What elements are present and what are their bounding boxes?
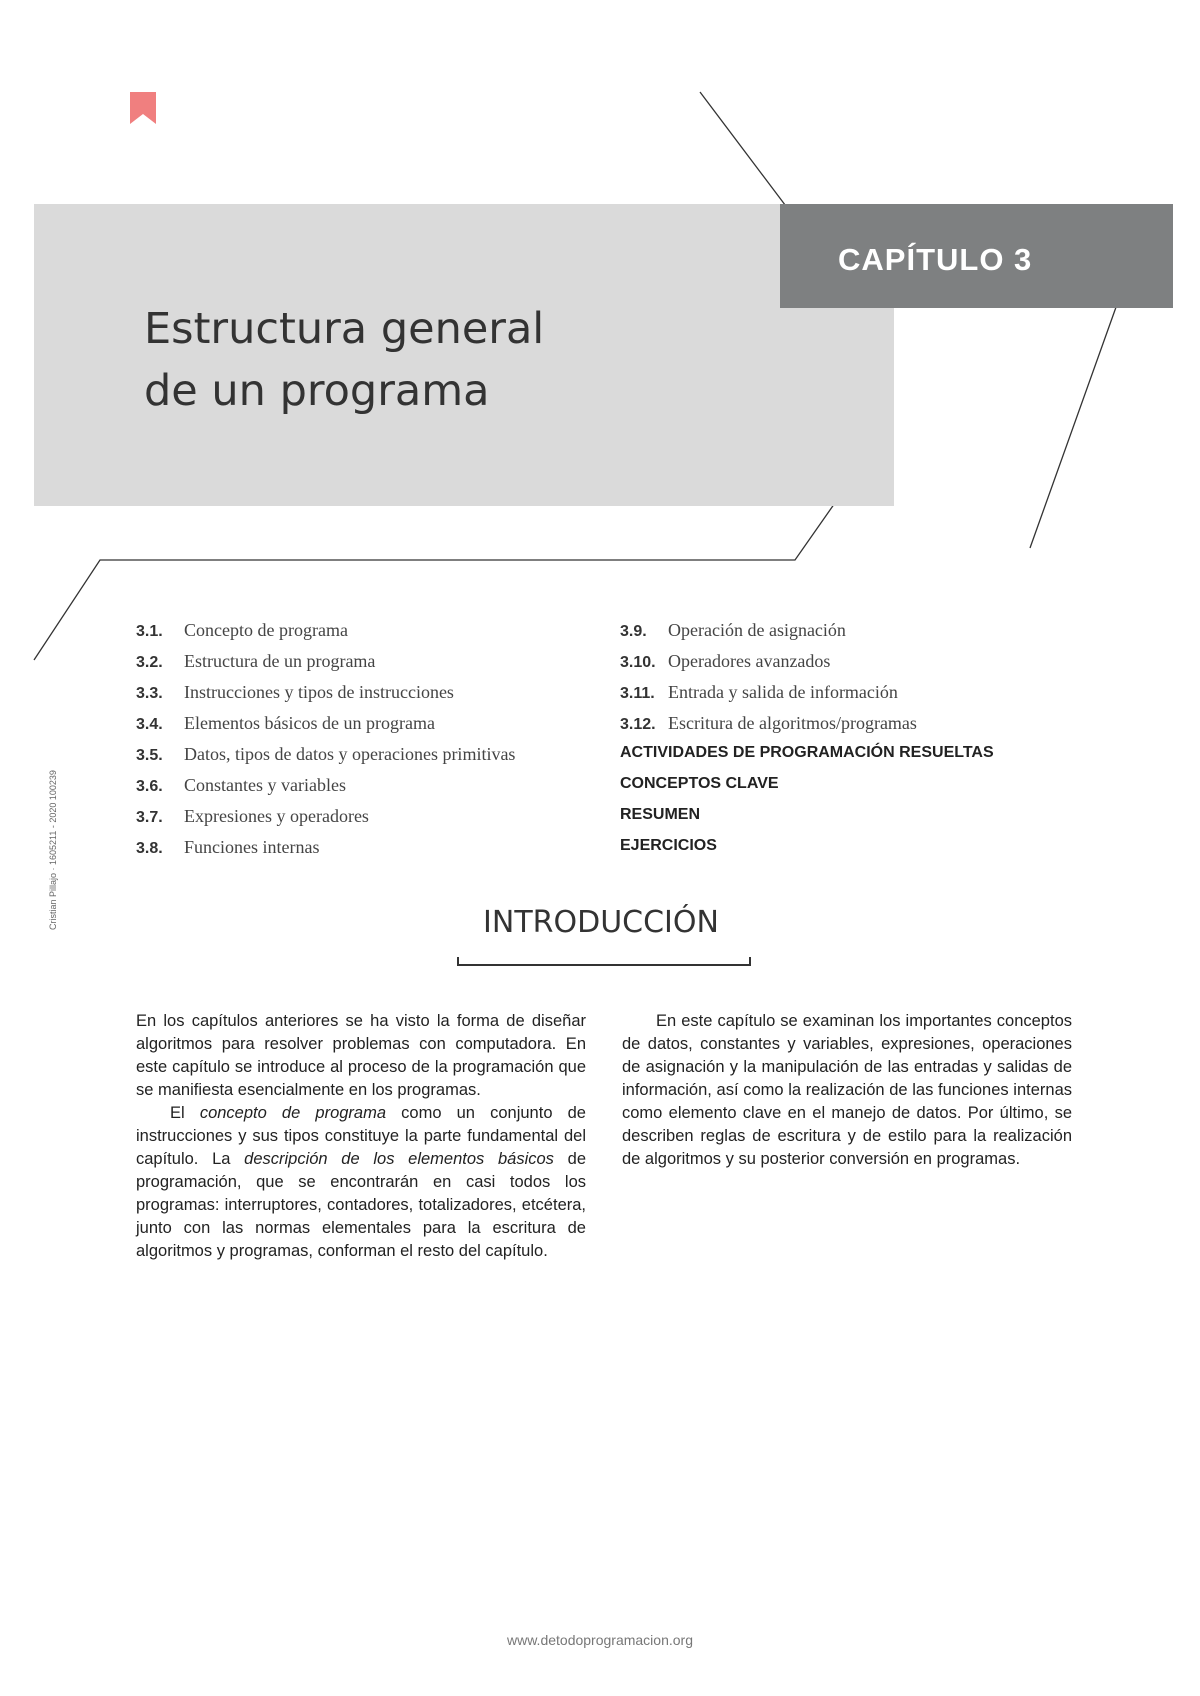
- toc-text: Operadores avanzados: [668, 651, 831, 671]
- toc-left-column: [136, 620, 515, 868]
- toc-section-activities[interactable]: ACTIVIDADES DE PROGRAMACIÓN RESUELTAS: [620, 744, 994, 761]
- toc-text: Escritura de algoritmos/programas: [668, 713, 917, 733]
- toc-text: Datos, tipos de datos y operaciones primitivas: [184, 744, 516, 764]
- toc-number: 3.12.: [620, 716, 656, 733]
- toc-text: Instrucciones y tipos de instrucciones: [184, 682, 454, 702]
- toc-item[interactable]: [136, 744, 515, 775]
- toc-text: Constantes y variables: [184, 775, 346, 795]
- emphasis-text: concepto de programa: [199, 1104, 387, 1122]
- toc-text: Operación de asignación: [668, 620, 846, 640]
- toc-text: Estructura de un programa: [184, 651, 376, 671]
- title-line-1: Estructura general: [144, 304, 545, 354]
- toc-section-key-concepts[interactable]: CONCEPTOS CLAVE: [620, 775, 779, 792]
- toc-number: 3.3.: [136, 685, 163, 702]
- toc-item[interactable]: [136, 806, 515, 837]
- toc-number: 3.2.: [136, 654, 163, 671]
- toc-right-column: [620, 620, 994, 868]
- text-span: como un conjunto de instrucciones y sus tipos constituye la parte fundamental del capítulo. La: [136, 1104, 586, 1168]
- toc-number: 3.4.: [136, 716, 163, 733]
- toc-item[interactable]: [620, 713, 994, 744]
- toc-text: Expresiones y operadores: [184, 806, 369, 826]
- toc-item[interactable]: [620, 651, 994, 682]
- toc-item[interactable]: [136, 713, 515, 744]
- intro-column-right: [622, 1010, 1072, 1171]
- intro-column-left: [136, 1010, 586, 1263]
- toc-section-exercises[interactable]: EJERCICIOS: [620, 837, 717, 854]
- toc-number: 3.11.: [620, 685, 655, 702]
- toc-item[interactable]: [136, 837, 515, 868]
- toc-number: 3.9.: [620, 623, 647, 640]
- title-line-2: de un programa: [144, 366, 490, 416]
- toc-item[interactable]: [136, 620, 515, 651]
- toc-text: Elementos básicos de un programa: [184, 713, 435, 733]
- toc-section-summary[interactable]: RESUMEN: [620, 806, 701, 823]
- page-title: [144, 298, 544, 422]
- intro-paragraph-3: En este capítulo se examinan los importantes conceptos de datos, constantes y variables, expresiones, operaciones de asignación y la manipulación de las entradas y salidas de información, así como la realización de las funciones internas como elemento clave en el manejo de datos. Por último, se describen reglas de escritura y de estilo para la realización de algoritmos y su posterior conversión en programas.: [622, 1012, 1072, 1168]
- intro-paragraph-2: [136, 1102, 586, 1263]
- toc-text: Funciones internas: [184, 837, 320, 857]
- toc-number: 3.10.: [620, 654, 656, 671]
- text-span: de programación, que se encontrarán en casi todos los programas: interruptores, contadores, totalizadores, etcétera, junto con las normas elementales para la escritura de algoritmos y programas, conforman el resto del capítulo.: [136, 1150, 586, 1260]
- toc-item[interactable]: [136, 651, 515, 682]
- toc-number: 3.5.: [136, 747, 163, 764]
- toc-number: 3.7.: [136, 809, 163, 826]
- toc-number: 3.6.: [136, 778, 163, 795]
- bookmark-icon[interactable]: [130, 92, 156, 124]
- toc-item[interactable]: [136, 682, 515, 713]
- chapter-label: CAPÍTULO 3: [838, 242, 1033, 277]
- toc-text: Concepto de programa: [184, 620, 348, 640]
- toc-number: 3.1.: [136, 623, 163, 640]
- toc-number: 3.8.: [136, 840, 163, 857]
- emphasis-text: descripción de los elementos básicos: [244, 1150, 554, 1168]
- toc-text: Entrada y salida de información: [668, 682, 898, 702]
- intro-underline: [457, 957, 751, 966]
- toc-item[interactable]: [620, 682, 994, 713]
- intro-heading: INTRODUCCIÓN: [483, 905, 719, 940]
- text-span: El: [170, 1104, 200, 1122]
- toc-item[interactable]: [136, 775, 515, 806]
- toc-item[interactable]: [620, 620, 994, 651]
- side-code: Cristian Pillajo · 1605211 - 2020 100239: [48, 770, 58, 930]
- intro-paragraph-1: En los capítulos anteriores se ha visto la forma de diseñar algoritmos para resolver problemas con computadora. En este capítulo se introduce al proceso de la programación que se manifiesta esencialmente en los programas.: [136, 1012, 586, 1099]
- footer-url[interactable]: www.detodoprogramacion.org: [507, 1632, 693, 1648]
